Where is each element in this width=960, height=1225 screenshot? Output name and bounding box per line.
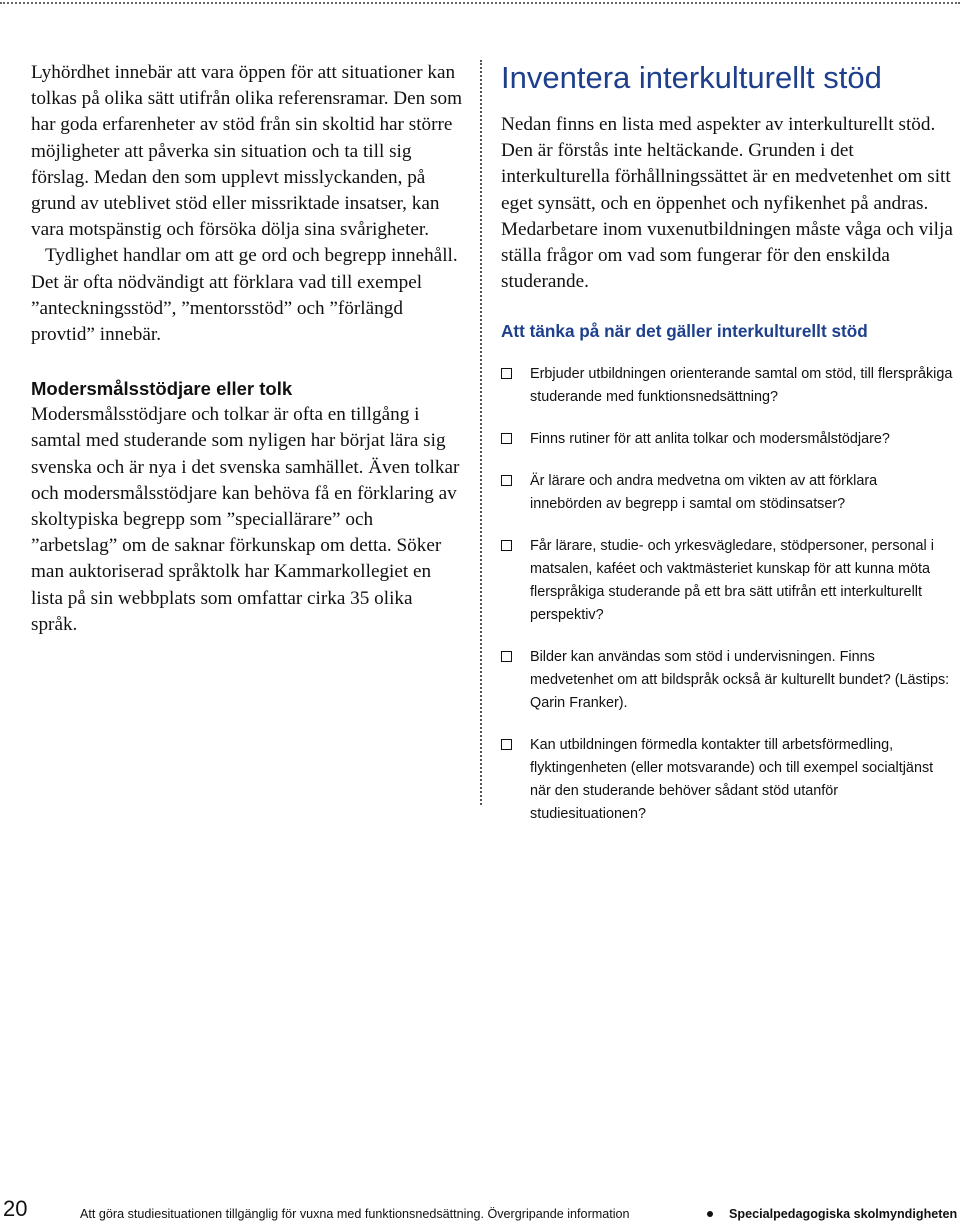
checklist-item[interactable] (501, 734, 953, 826)
publication-title: Att göra studiesituationen tillgänglig för vuxna med funktionsnedsättning. Övergripande information (80, 1207, 630, 1221)
paragraph-modersmal: Modersmålsstödjare och tolkar är ofta en tillgång i samtal med studerande som nyligen har börjat lära sig svenska och är nya i det svenska samhället. Även tolkar och modersmålsstödjare kan behöva få en förklaring av skoltypiska begrepp som ”speciallärare” och ”arbetslag” om de saknar förkunskap om detta. Söker man auktoriserad språktolk har Kammarkollegiet en lista på sin webbplats som omfattar cirka 35 olika språk. (31, 404, 460, 635)
checkbox-icon[interactable] (501, 368, 512, 379)
checklist-item-text: Bilder kan användas som stöd i undervisningen. Finns medvetenhet om att bildspråk också är kulturellt bundet? (Lästips: Qarin Franker). (530, 649, 950, 712)
checklist (501, 363, 953, 826)
checkbox-icon[interactable] (501, 739, 512, 750)
checklist-item[interactable] (501, 646, 953, 715)
page-footer (0, 1194, 960, 1224)
subheading-modersmal: Modersmålsstödjare eller tolk (31, 378, 293, 400)
right-column (501, 58, 953, 845)
page-number: 20 (3, 1196, 28, 1221)
checkbox-icon[interactable] (501, 651, 512, 662)
checkbox-icon[interactable] (501, 475, 512, 486)
checklist-item-text: Finns rutiner för att anlita tolkar och modersmålstödjare? (530, 431, 890, 448)
publisher-name: Specialpedagogiska skolmyndigheten (729, 1207, 958, 1221)
column-dotted-divider (480, 60, 482, 805)
section-intro: Nedan finns en lista med aspekter av interkulturellt stöd. Den är förstås inte heltäckande. Grunden i det interkulturella förhållningssättet är en medvetenhet om sitt eget synsätt, och en öppenhet och nyfikenhet på andras. Medarbetare inom vuxenutbildningen måste våga och vilja ställa frågor om vad som fungerar för den enskilda studerande. (501, 114, 953, 293)
checklist-item[interactable] (501, 470, 953, 516)
section-title: Inventera interkulturellt stöd (501, 60, 882, 95)
bullet-separator-icon (707, 1211, 713, 1217)
checklist-item[interactable] (501, 363, 953, 409)
left-column (31, 60, 463, 638)
paragraph-tydlighet: Tydlighet handlar om att ge ord och begrepp innehåll. Det är ofta nödvändigt att förklara vad till exempel ”anteckningsstöd”, ”mentorsstöd” och ”förlängd provtid” innebär. (31, 245, 458, 346)
checkbox-icon[interactable] (501, 540, 512, 551)
checklist-item-text: Kan utbildningen förmedla kontakter till arbetsförmedling, flyktingenheten (eller motsvarande) och till exempel socialtjänst när den studerande behöver sådant stöd utanför studiesituationen? (530, 737, 934, 823)
paragraph-lyhordhet: Lyhördhet innebär att vara öppen för att situationer kan tolkas på olika sätt utifrån olika referensramar. Den som har goda erfarenheter av stöd från sin skoltid har större möjligheter att påverka sin situation och ta till sig förslag. Medan den som upplevt misslyckanden, på grund av uteblivet stöd eller missriktade insatser, kan vara motspänstig och försöka dölja sina svårigheter. (31, 62, 463, 241)
checkbox-icon[interactable] (501, 433, 512, 444)
checklist-item-text: Är lärare och andra medvetna om vikten av att förklara innebörden av begrepp i samtal om stödinsatser? (530, 473, 878, 513)
top-dotted-rule (0, 2, 960, 4)
checklist-item-text: Erbjuder utbildningen orienterande samtal om stöd, till flerspråkiga studerande med funktionsnedsättning? (530, 366, 953, 406)
checklist-heading: Att tänka på när det gäller interkulturellt stöd (501, 321, 868, 342)
checklist-item[interactable] (501, 535, 953, 627)
checklist-item[interactable] (501, 428, 953, 451)
checklist-item-text: Får lärare, studie- och yrkesvägledare, stödpersoner, personal i matsalen, kaféet och vaktmästeriet kunskap för att kunna möta flerspråkiga studerande på ett bra sätt utifrån ett interkulturellt perspektiv? (530, 538, 934, 624)
